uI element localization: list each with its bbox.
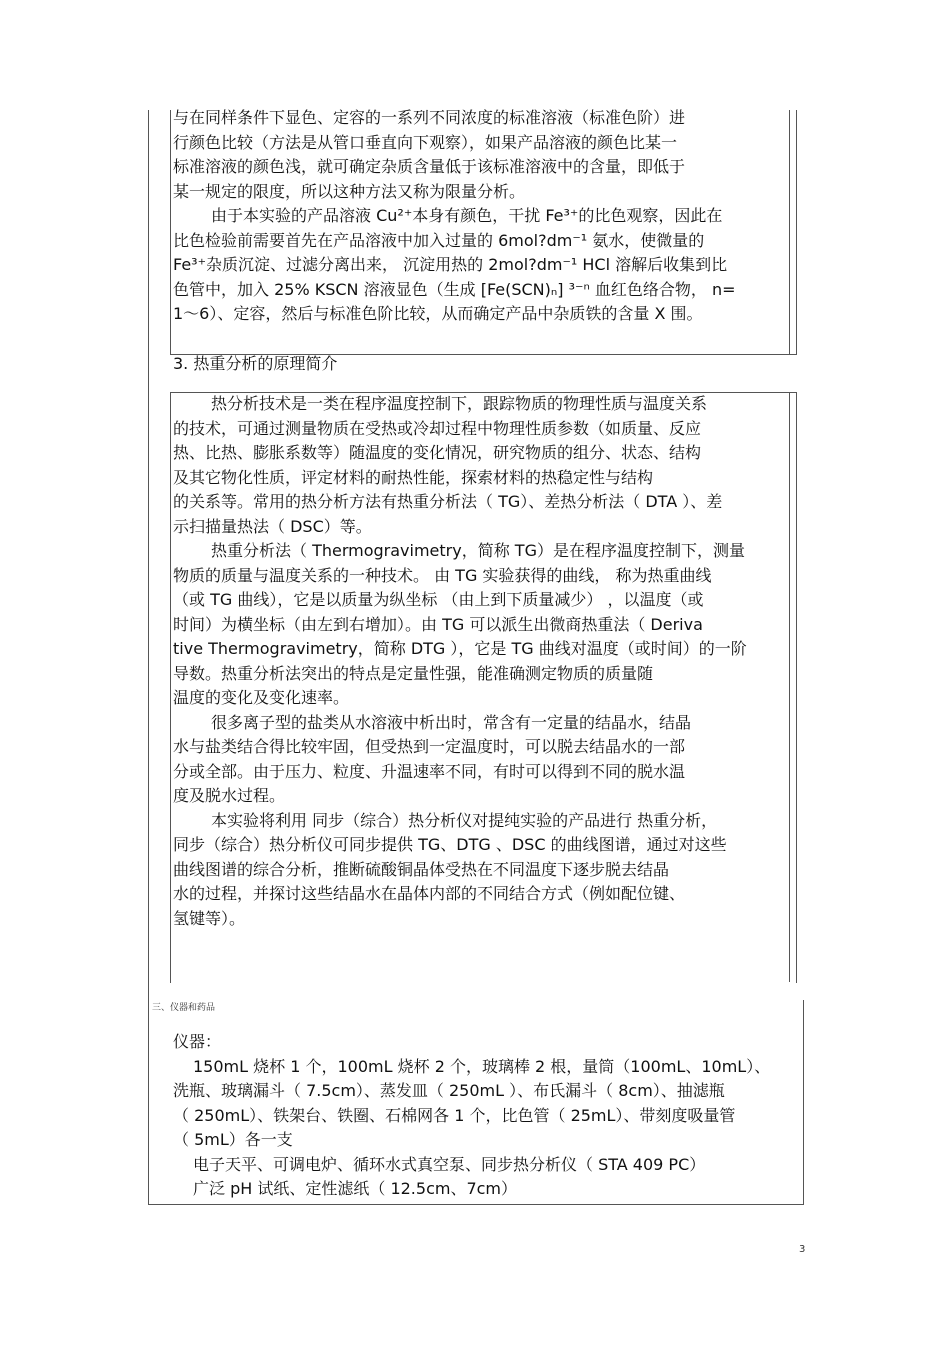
paragraph-line: Fe³⁺杂质沉淀、过滤分离出来， 沉淀用热的 2mol?dm⁻¹ HCl 溶解后收集到比	[173, 255, 728, 274]
paragraph-line: 热、比热、膨胀系数等）随温度的变化情况，研究物质的组分、状态、结构	[173, 443, 702, 462]
paragraph-line: 水的过程，并探讨这些结晶水在晶体内部的不同结合方式（例如配位键、	[173, 884, 686, 903]
paragraph-line: 示扫描量热法（ DSC）等。	[173, 516, 372, 536]
paragraph-line: 曲线图谱的综合分析，推断硫酸铜晶体受热在不同温度下逐步脱去结晶	[173, 859, 670, 879]
paragraph-line: （或 TG 曲线），它是以质量为纵坐标 （由上到下质量减少） ，以温度（或	[173, 590, 704, 609]
paragraph-line: 由于本实验的产品溶液 Cu²⁺本身有颜色，干扰 Fe³⁺的比色观察，因此在	[211, 206, 723, 225]
paragraph-line: 洗瓶、玻璃漏斗（ 7.5cm）、蒸发皿（ 250mL ）、布氏漏斗（ 8cm）、抽滤瓶	[173, 1081, 725, 1100]
paragraph-line: 1～6）、定容，然后与标准色阶比较，从而确定产品中杂质铁的含量 X 围。	[173, 304, 703, 323]
paragraph-line: 某一规定的限度，所以这种方法又称为限量分析。	[173, 181, 526, 201]
paragraph-line: 比色检验前需要首先在产品溶液中加入过量的 6mol?dm⁻¹ 氨水，使微量的	[173, 230, 705, 250]
page-number: 3	[799, 1244, 806, 1255]
section-c-text	[173, 1030, 813, 1202]
paragraph-line: 与在同样条件下显色、定容的一系列不同浓度的标准溶液（标准色阶）进	[173, 108, 686, 127]
paragraph-line: 热重分析法（ Thermogravimetry，简称 TG）是在程序温度控制下，测量	[211, 541, 745, 560]
heading-thermogravimetric-principle: 3. 热重分析的原理简介	[173, 354, 338, 373]
paragraph-line: 氢键等）。	[173, 908, 246, 928]
outer-left-border	[148, 110, 149, 1205]
paragraph-line: 仪器：	[173, 1032, 222, 1051]
paragraph-line: 的技术，可通过测量物质在受热或冷却过程中物理性质参数（如质量、反应	[173, 418, 702, 438]
paragraph-line: 温度的变化及变化速率。	[173, 688, 350, 707]
section-title-instruments: 三、仪器和药品	[152, 1003, 216, 1013]
paragraph-line: 本实验将利用 同步（综合）热分析仪对提纯实验的产品进行 热重分析，	[211, 810, 718, 830]
paragraph-line: 时间）为横坐标（由左到右增加）。由 TG 可以派生出微商热重法（ Deriva	[173, 614, 703, 634]
paragraph-line: 的关系等。常用的热分析方法有热重分析法（ TG）、差热分析法（ DTA ）、差	[173, 492, 723, 511]
paragraph-line: （ 5mL）各一支	[173, 1130, 293, 1149]
paragraph-line: 分或全部。由于压力、粒度、升温速率不同，有时可以得到不同的脱水温	[173, 761, 686, 781]
section-b-text	[173, 392, 809, 931]
paragraph-line: 度及脱水过程。	[173, 786, 286, 805]
paragraph-line: 150mL 烧杯 1 个，100mL 烧杯 2 个，玻璃棒 2 根，量筒（100mL、10mL）、	[193, 1056, 771, 1076]
paragraph-line: tive Thermogravimetry，简称 DTG ），它是 TG 曲线对温度（或时间）的一阶	[173, 639, 747, 658]
paragraph-line: 标准溶液的颜色浅，就可确定杂质含量低于该标准溶液中的含量，即低于	[173, 157, 686, 176]
paragraph-line: 物质的质量与温度关系的一种技术。 由 TG 实验获得的曲线， 称为热重曲线	[173, 565, 712, 585]
paragraph-line: （ 250mL）、铁架台、铁圈、石棉网各 1 个，比色管（ 25mL）、带刻度吸量管	[173, 1105, 736, 1125]
paragraph-line: 色管中，加入 25% KSCN 溶液显色（生成 [Fe(SCN)ₙ] ³⁻ⁿ 血红色络合物， n=	[173, 279, 736, 299]
paragraph-line: 及其它物化性质，评定材料的耐热性能，探索材料的热稳定性与结构	[173, 467, 654, 487]
paragraph-line: 水与盐类结合得比较牢固，但受热到一定温度时，可以脱去结晶水的一部	[173, 737, 686, 756]
paragraph-line: 热分析技术是一类在程序温度控制下，跟踪物质的物理性质与温度关系	[211, 394, 708, 413]
section-a-text	[173, 106, 809, 327]
paragraph-line: 导数。热重分析法突出的特点是定量性强，能准确测定物质的质量随	[173, 663, 654, 683]
outer-bottom-border	[148, 1204, 804, 1205]
paragraph-line: 行颜色比较（方法是从管口垂直向下观察），如果产品溶液的颜色比某一	[173, 132, 678, 152]
paragraph-line: 同步（综合）热分析仪可同步提供 TG、DTG 、DSC 的曲线图谱，通过对这些	[173, 835, 727, 854]
paragraph-line: 很多离子型的盐类从水溶液中析出时，常含有一定量的结晶水，结晶	[211, 712, 692, 732]
paragraph-line: 电子天平、可调电炉、循环水式真空泵、同步热分析仪（ STA 409 PC）	[193, 1154, 706, 1174]
paragraph-line: 广泛 pH 试纸、定性滤纸（ 12.5cm、7cm）	[193, 1179, 518, 1198]
